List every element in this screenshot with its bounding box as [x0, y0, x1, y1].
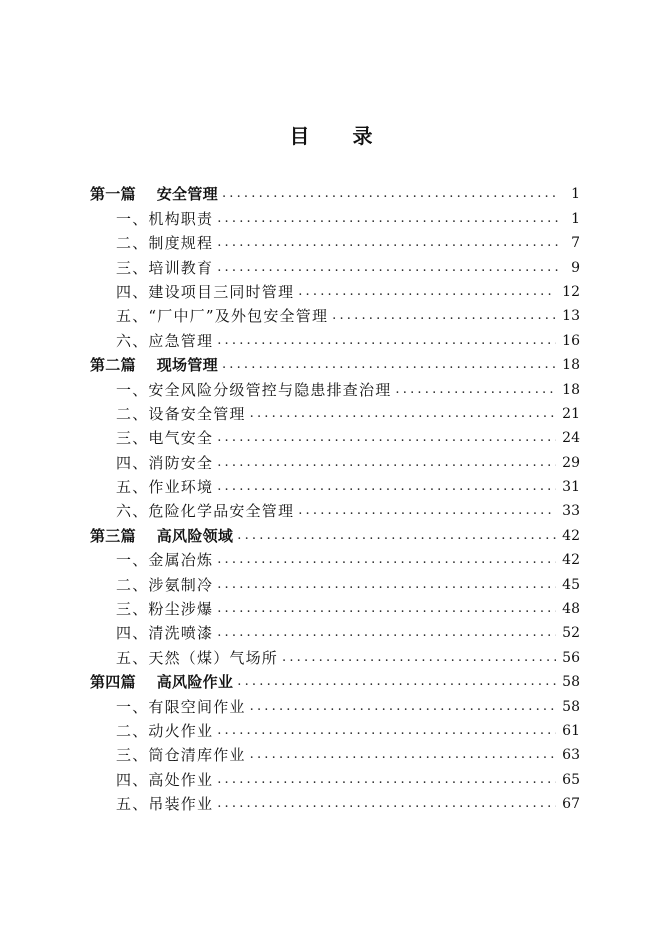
- toc-dot-leader: [217, 209, 558, 229]
- toc-entry-label: 六、应急管理: [116, 331, 214, 350]
- toc-page-number: 18: [562, 381, 580, 398]
- toc-page-number: 1: [571, 186, 580, 203]
- toc-page-number: 45: [562, 576, 580, 593]
- toc-page-number: 48: [562, 601, 580, 618]
- toc-section-entry: [90, 643, 580, 667]
- toc-dot-leader: [217, 453, 556, 473]
- toc-part-entry: [90, 180, 580, 204]
- toc-dot-leader: [217, 575, 556, 595]
- toc-dot-leader: [217, 794, 556, 814]
- toc-section-entry: [90, 546, 580, 570]
- toc-page-number: 56: [562, 649, 580, 666]
- toc-section-entry: [90, 302, 580, 326]
- toc-page-number: 9: [571, 259, 580, 276]
- toc-page-number: 67: [562, 796, 580, 813]
- toc-entry-label: 一、金属冶炼: [116, 551, 214, 570]
- toc-page-number: 29: [562, 454, 580, 471]
- toc-part-entry: [90, 668, 580, 692]
- toc-section-entry: [90, 790, 580, 814]
- table-of-contents: [90, 180, 580, 814]
- toc-section-entry: [90, 765, 580, 789]
- toc-entry-label: 三、粉尘涉爆: [116, 600, 214, 619]
- toc-page-number: 61: [562, 722, 580, 739]
- toc-page-number: 18: [562, 357, 580, 374]
- toc-dot-leader: [237, 672, 556, 692]
- toc-section-entry: [90, 595, 580, 619]
- toc-page-number: 33: [562, 503, 580, 520]
- toc-section-entry: [90, 570, 580, 594]
- toc-entry-label: 第一篇 安全管理: [90, 185, 218, 204]
- toc-dot-leader: [217, 623, 556, 643]
- toc-section-entry: [90, 717, 580, 741]
- toc-page-number: 16: [562, 332, 580, 349]
- toc-page-number: 7: [571, 235, 580, 252]
- toc-dot-leader: [282, 648, 556, 668]
- toc-entry-label: 第二篇 现场管理: [90, 356, 218, 375]
- toc-entry-label: 第三篇 高风险领域: [90, 526, 234, 545]
- toc-dot-leader: [250, 697, 557, 717]
- toc-entry-label: 二、涉氨制冷: [116, 575, 214, 594]
- toc-section-entry: [90, 473, 580, 497]
- toc-section-entry: [90, 692, 580, 716]
- toc-dot-leader: [217, 599, 556, 619]
- toc-section-entry: [90, 229, 580, 253]
- toc-entry-label: 五、天然（煤）气场所: [116, 648, 279, 667]
- toc-section-entry: [90, 619, 580, 643]
- toc-section-entry: [90, 278, 580, 302]
- toc-entry-label: 二、制度规程: [116, 234, 214, 253]
- toc-dot-leader: [250, 404, 557, 424]
- toc-dot-leader: [217, 550, 556, 570]
- toc-dot-leader: [222, 184, 558, 204]
- toc-page-number: 58: [562, 674, 580, 691]
- toc-dot-leader: [217, 477, 556, 497]
- toc-page-number: 21: [562, 405, 580, 422]
- toc-section-entry: [90, 424, 580, 448]
- toc-page-number: 63: [562, 747, 580, 764]
- toc-page-number: 42: [562, 552, 580, 569]
- toc-section-entry: [90, 497, 580, 521]
- toc-dot-leader: [217, 233, 558, 253]
- toc-entry-label: 五、“厂中厂”及外包安全管理: [116, 307, 329, 326]
- toc-entry-label: 二、动火作业: [116, 721, 214, 740]
- toc-page-number: 58: [562, 698, 580, 715]
- toc-section-entry: [90, 204, 580, 228]
- toc-dot-leader: [395, 380, 556, 400]
- toc-dot-leader: [298, 501, 556, 521]
- toc-entry-label: 五、吊装作业: [116, 795, 214, 814]
- toc-entry-label: 一、有限空间作业: [116, 697, 246, 716]
- toc-page-number: 31: [562, 479, 580, 496]
- toc-dot-leader: [217, 258, 558, 278]
- toc-entry-label: 四、消防安全: [116, 453, 214, 472]
- toc-dot-leader: [298, 282, 556, 302]
- toc-part-entry: [90, 351, 580, 375]
- toc-entry-label: 五、作业环境: [116, 478, 214, 497]
- toc-entry-label: 四、高处作业: [116, 770, 214, 789]
- toc-entry-label: 一、安全风险分级管控与隐患排查治理: [116, 380, 392, 399]
- toc-entry-label: 三、电气安全: [116, 429, 214, 448]
- toc-section-entry: [90, 448, 580, 472]
- toc-dot-leader: [217, 721, 556, 741]
- toc-entry-label: 二、设备安全管理: [116, 404, 246, 423]
- toc-page-number: 65: [562, 771, 580, 788]
- toc-part-entry: [90, 521, 580, 545]
- toc-dot-leader: [250, 745, 557, 765]
- toc-section-entry: [90, 326, 580, 350]
- toc-entry-label: 六、危险化学品安全管理: [116, 502, 295, 521]
- toc-entry-label: 三、培训教育: [116, 258, 214, 277]
- toc-section-entry: [90, 741, 580, 765]
- toc-dot-leader: [217, 428, 556, 448]
- toc-entry-label: 一、机构职责: [116, 209, 214, 228]
- page-title: 目 录: [289, 124, 391, 148]
- toc-page-number: 52: [562, 625, 580, 642]
- toc-entry-label: 第四篇 高风险作业: [90, 673, 234, 692]
- toc-dot-leader: [217, 331, 556, 351]
- toc-section-entry: [90, 375, 580, 399]
- toc-page-number: 24: [562, 430, 580, 447]
- toc-page-number: 13: [562, 308, 580, 325]
- toc-entry-label: 三、筒仓清库作业: [116, 746, 246, 765]
- toc-page-number: 12: [562, 283, 580, 300]
- toc-entry-label: 四、建设项目三同时管理: [116, 282, 295, 301]
- toc-section-entry: [90, 253, 580, 277]
- toc-entry-label: 四、清洗喷漆: [116, 624, 214, 643]
- toc-page-number: 1: [571, 210, 580, 227]
- toc-section-entry: [90, 400, 580, 424]
- toc-dot-leader: [217, 770, 556, 790]
- toc-dot-leader: [222, 355, 556, 375]
- toc-dot-leader: [332, 306, 556, 326]
- toc-page-number: 42: [562, 527, 580, 544]
- toc-dot-leader: [237, 526, 556, 546]
